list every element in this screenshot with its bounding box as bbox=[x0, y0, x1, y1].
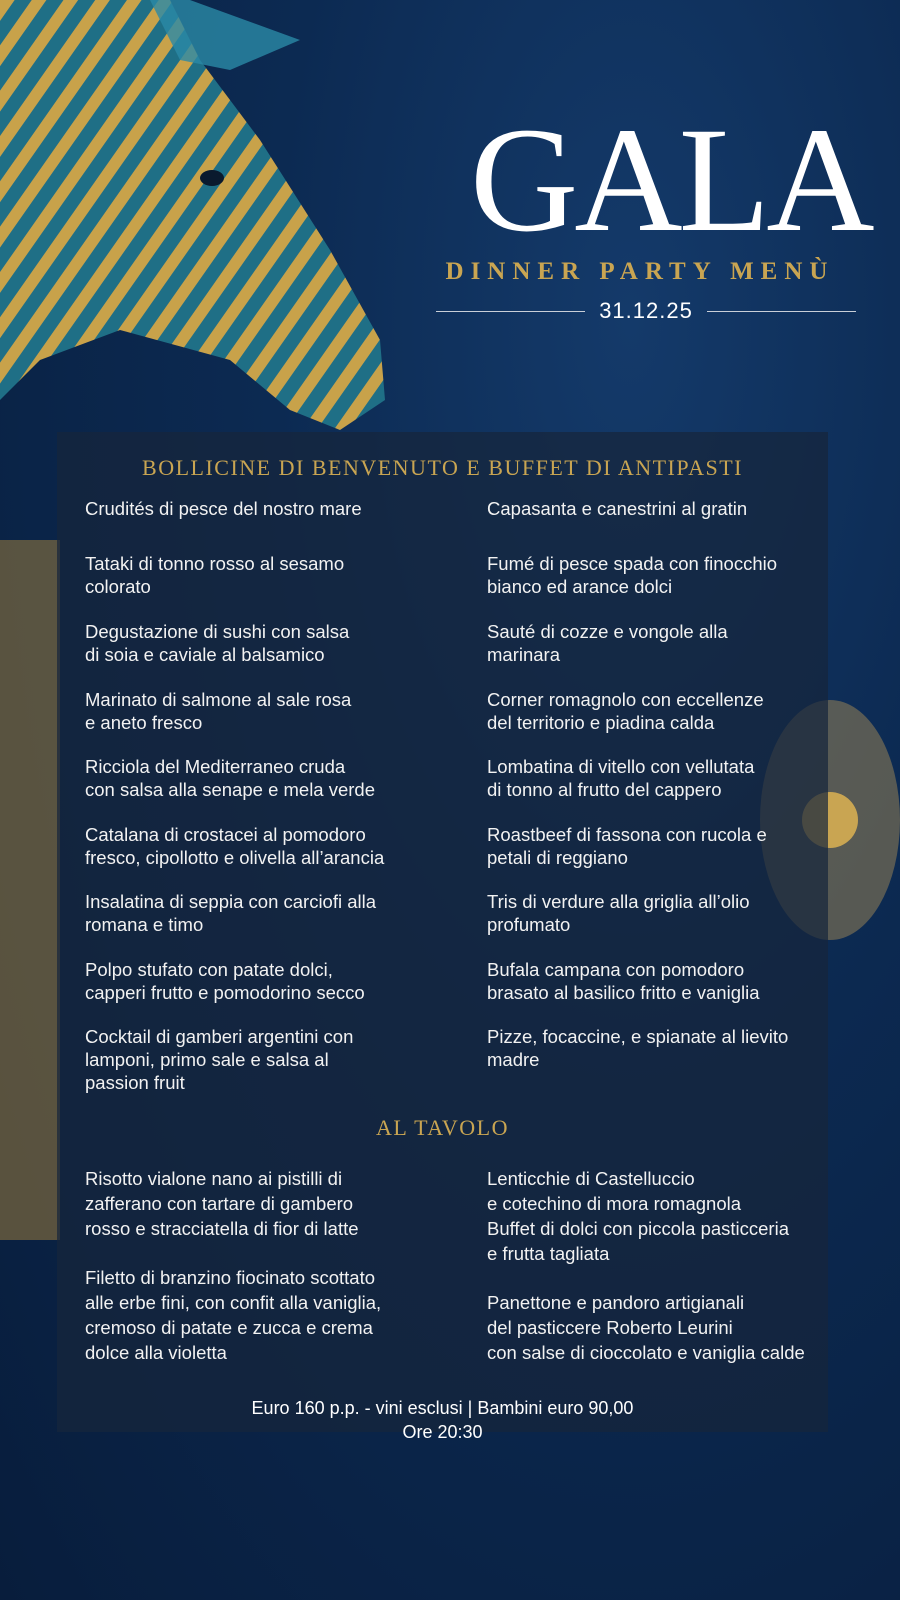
menu-item: Pizze, focaccine, e spianate al lievito madre bbox=[487, 1026, 789, 1070]
event-date: 31.12.25 bbox=[599, 298, 693, 323]
time-info: Ore 20:30 bbox=[402, 1422, 483, 1442]
menu-item: Filetto di branzino fiocinato scottato alle erbe fini, con confit alla vaniglia, cremoso di patate e zucca e crema dolce alla violetta bbox=[85, 1267, 382, 1363]
divider bbox=[707, 311, 856, 312]
menu-item: Insalatina di seppia con carciofi alla romana e timo bbox=[85, 891, 377, 935]
price-info: Euro 160 p.p. - vini esclusi | Bambini euro 90,00 bbox=[251, 1398, 634, 1418]
menu-item: Roastbeef di fassona con rucola e petali di reggiano bbox=[487, 824, 767, 868]
menu-item: Tataki di tonno rosso al sesamo colorato bbox=[85, 553, 345, 597]
menu-item: Tris di verdure alla griglia all’olio profumato bbox=[487, 891, 750, 935]
zebra-illustration bbox=[0, 0, 400, 460]
event-title: GALA bbox=[470, 97, 871, 263]
menu-item: Degustazione di sushi con salsa di soia e caviale al balsamico bbox=[85, 621, 350, 665]
menu-item: Catalana di crostacei al pomodoro fresco, cipollotto e olivella all’arancia bbox=[85, 824, 385, 868]
menu-item: Cocktail di gamberi argentini con lamponi, primo sale e salsa al passion fruit bbox=[85, 1026, 354, 1093]
menu-item: Capasanta e canestrini al gratin bbox=[487, 498, 748, 519]
menu-item: Corner romagnolo con eccellenze del territorio e piadina calda bbox=[487, 689, 764, 733]
menu-item: Polpo stufato con patate dolci, capperi frutto e pomodorino secco bbox=[85, 959, 365, 1003]
menu-item: Sauté di cozze e vongole alla marinara bbox=[487, 621, 728, 665]
menu-item: Panettone e pandoro artigianali del pasticcere Roberto Leurini con salse di cioccolato e vaniglia calde bbox=[487, 1292, 805, 1363]
gold-leaf-decoration bbox=[0, 540, 60, 1240]
menu-item: Bufala campana con pomodoro brasato al basilico fritto e vaniglia bbox=[487, 959, 760, 1003]
menu-item: Marinato di salmone al sale rosa e aneto fresco bbox=[85, 689, 352, 733]
event-subtitle: DINNER PARTY MENÙ bbox=[445, 258, 835, 285]
menu-item: Risotto vialone nano ai pistilli di zafferano con tartare di gambero rosso e stracciatella di fior di latte bbox=[85, 1168, 359, 1239]
menu-item: Ricciola del Mediterraneo cruda con salsa alla senape e mela verde bbox=[85, 756, 376, 800]
divider bbox=[436, 311, 585, 312]
menu-item: Lombatina di vitello con vellutata di tonno al frutto del cappero bbox=[487, 756, 755, 800]
section-heading-antipasti: BOLLICINE DI BENVENUTO E BUFFET DI ANTIPASTI bbox=[142, 455, 743, 480]
date-row bbox=[436, 298, 856, 324]
menu-item: Lenticchie di Castelluccio e cotechino di mora romagnola Buffet di dolci con piccola pasticceria e frutta tagliata bbox=[487, 1168, 789, 1264]
menu-item: Fumé di pesce spada con finocchio bianco ed arance dolci bbox=[487, 553, 778, 597]
section-heading-al-tavolo: AL TAVOLO bbox=[376, 1115, 509, 1140]
menu-item: Crudités di pesce del nostro mare bbox=[85, 498, 362, 519]
